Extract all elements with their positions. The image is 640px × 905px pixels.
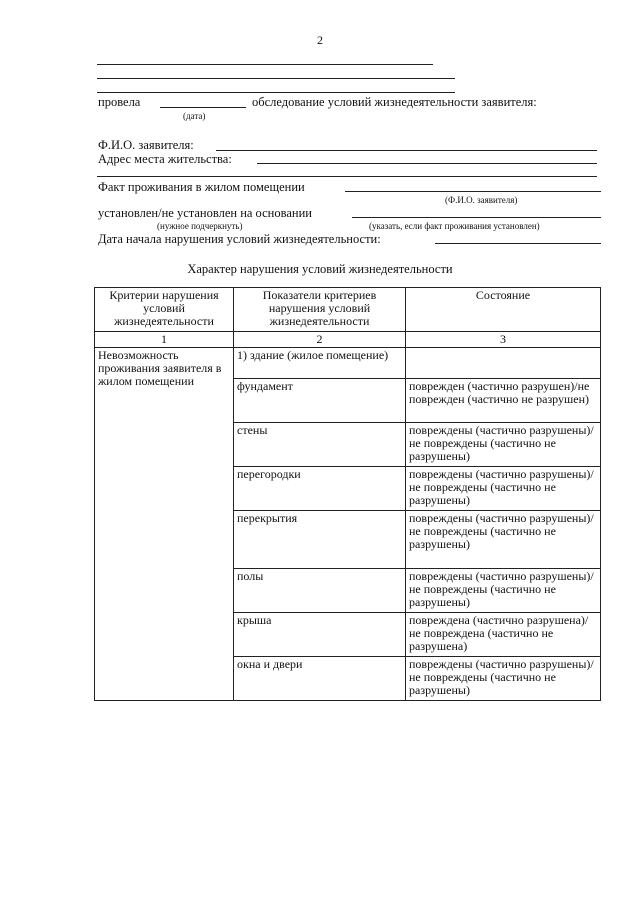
residence-name-field[interactable]: [345, 191, 601, 192]
date-hint: (дата): [183, 111, 206, 121]
indicator-cell: полы: [234, 569, 406, 613]
blank-line[interactable]: [97, 78, 455, 79]
indicator-cell: перегородки: [234, 467, 406, 511]
criteria-table: [94, 287, 601, 701]
applicant-name-field[interactable]: [216, 150, 597, 151]
state-cell[interactable]: поврежден (частично разрушен)/не поврежден (частично не разрушен): [406, 379, 601, 423]
header-criteria: Критерии нарушения условий жизнедеятельности: [95, 288, 234, 332]
indicator-cell: стены: [234, 423, 406, 467]
blank-line[interactable]: [97, 92, 455, 93]
table-caption: Характер нарушения условий жизнедеятельности: [187, 262, 453, 276]
conducted-label: провела: [98, 95, 141, 109]
blank-line[interactable]: [97, 64, 433, 65]
address-field-line-2[interactable]: [97, 176, 597, 177]
state-cell[interactable]: [406, 348, 601, 379]
state-cell[interactable]: повреждены (частично разрушены)/не повреждены (частично не разрушены): [406, 569, 601, 613]
state-cell[interactable]: повреждена (частично разрушена)/не повреждена (частично не разрушена): [406, 613, 601, 657]
address-label: Адрес места жительства:: [98, 152, 232, 166]
header-state: Состояние: [406, 288, 601, 332]
indicator-cell: окна и двери: [234, 657, 406, 701]
established-label: установлен/не установлен на основании: [98, 206, 312, 220]
column-number: 3: [406, 332, 601, 348]
address-field[interactable]: [257, 163, 597, 164]
column-number: 2: [234, 332, 406, 348]
indicator-cell: фундамент: [234, 379, 406, 423]
criterion-cell: Невозможность проживания заявителя в жилом помещении: [95, 348, 234, 701]
residence-fact-label: Факт проживания в жилом помещении: [98, 180, 305, 194]
state-cell[interactable]: повреждены (частично разрушены)/ не повреждены (частично не разрушены): [406, 511, 601, 569]
applicant-name-label: Ф.И.О. заявителя:: [98, 138, 194, 152]
table-row: [95, 348, 601, 379]
basis-field[interactable]: [352, 217, 601, 218]
indicator-cell: крыша: [234, 613, 406, 657]
applicant-name-hint: (Ф.И.О. заявителя): [445, 195, 518, 205]
basis-hint: (указать, если факт проживания установлен): [369, 221, 540, 231]
violation-start-field[interactable]: [435, 243, 601, 244]
page-number: 2: [317, 33, 323, 47]
indicator-cell: 1) здание (жилое помещение): [234, 348, 406, 379]
header-indicators: Показатели критериев нарушения условий жизнедеятельности: [234, 288, 406, 332]
column-number: 1: [95, 332, 234, 348]
violation-start-label: Дата начала нарушения условий жизнедеятельности:: [98, 232, 381, 246]
table-header-row: [95, 288, 601, 332]
state-cell[interactable]: повреждены (частично разрушены)/не повреждены (частично не разрушены): [406, 423, 601, 467]
conducted-tail: обследование условий жизнедеятельности заявителя:: [252, 95, 537, 109]
state-cell[interactable]: повреждены (частично разрушены)/не повреждены (частично не разрушены): [406, 467, 601, 511]
indicator-cell: перекрытия: [234, 511, 406, 569]
date-field[interactable]: [160, 107, 246, 108]
underline-hint: (нужное подчеркнуть): [157, 221, 243, 231]
column-number-row: [95, 332, 601, 348]
state-cell[interactable]: повреждены (частично разрушены)/не повреждены (частично не разрушены): [406, 657, 601, 701]
